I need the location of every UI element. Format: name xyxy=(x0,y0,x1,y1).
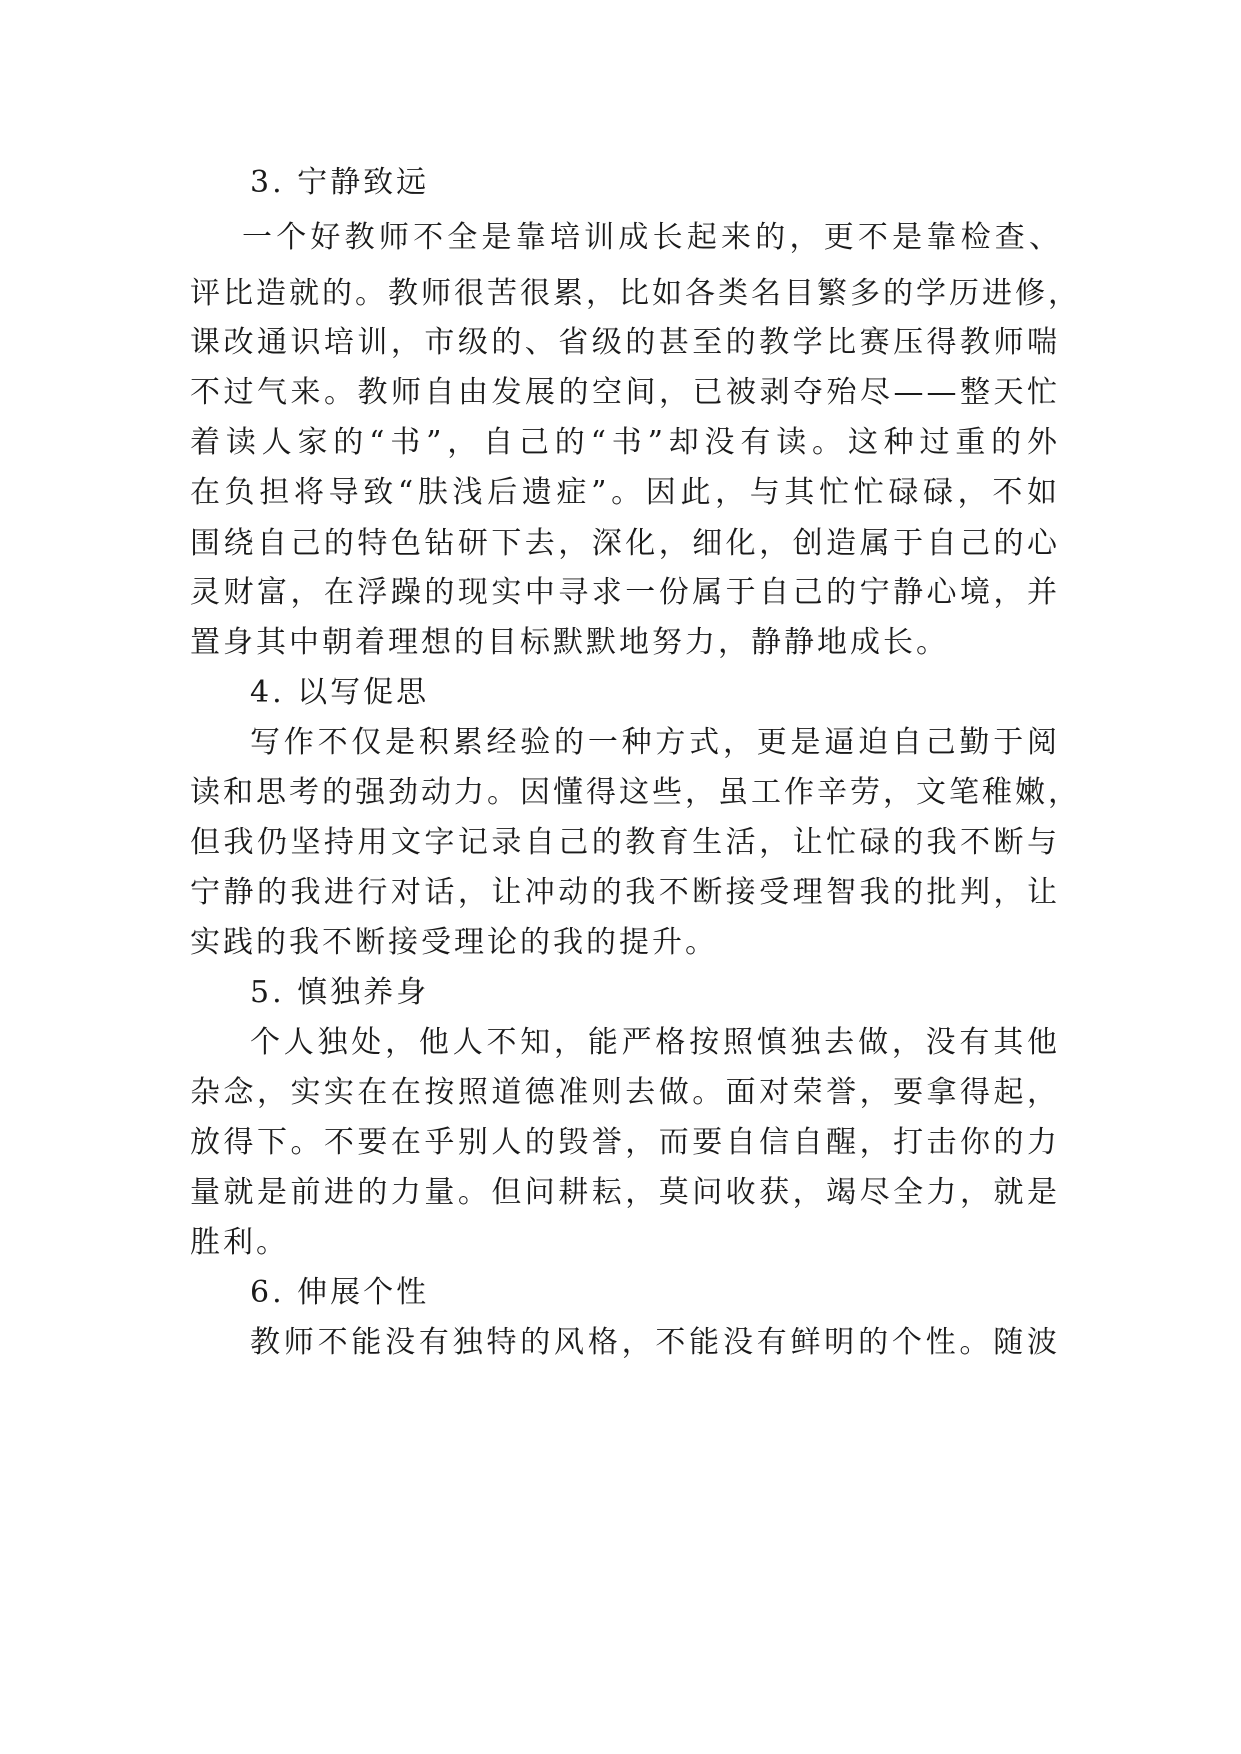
paragraph-line: 量就是前进的力量。但问耕耘，莫问收获，竭尽全力，就是 xyxy=(190,1175,1060,1210)
paragraph-line: 在负担将导致“肤浅后遗症”。因此，与其忙忙碌碌，不如 xyxy=(190,475,1060,510)
paragraph-line: 写作不仅是积累经验的一种方式，更是逼迫自己勤于阅 xyxy=(250,725,1060,760)
paragraph-line: 灵财富，在浮躁的现实中寻求一份属于自己的宁静心境，并 xyxy=(190,575,1060,610)
paragraph-line: 个人独处，他人不知，能严格按照慎独去做，没有其他 xyxy=(250,1025,1060,1060)
section-heading: 6. 伸展个性 xyxy=(250,1275,430,1310)
paragraph-line: 读和思考的强劲动力。因懂得这些，虽工作辛劳，文笔稚嫩， xyxy=(190,775,1081,810)
paragraph-line: 杂念，实实在在按照道德准则去做。面对荣誉，要拿得起， xyxy=(190,1075,1060,1110)
paragraph-line: 教师不能没有独特的风格，不能没有鲜明的个性。随波 xyxy=(250,1325,1060,1360)
paragraph-line: 但我仍坚持用文字记录自己的教育生活，让忙碌的我不断与 xyxy=(190,825,1060,860)
paragraph-line: 不过气来。教师自由发展的空间，已被剥夺殆尽——整天忙 xyxy=(190,375,1060,410)
paragraph-line: 一个好教师不全是靠培训成长起来的，更不是靠检查、 xyxy=(242,220,1062,255)
paragraph-line: 围绕自己的特色钻研下去，深化，细化，创造属于自己的心 xyxy=(190,526,1060,561)
paragraph-line: 置身其中朝着理想的目标默默地努力，静静地成长。 xyxy=(190,625,949,660)
paragraph-line: 放得下。不要在乎别人的毁誉，而要自信自醒，打击你的力 xyxy=(190,1125,1060,1160)
section-heading: 3. 宁静致远 xyxy=(250,165,430,200)
paragraph-line: 宁静的我进行对话，让冲动的我不断接受理智我的批判，让 xyxy=(190,875,1060,910)
paragraph-line: 胜利。 xyxy=(190,1225,289,1260)
section-heading: 5. 慎独养身 xyxy=(250,975,430,1010)
paragraph-line: 课改通识培训，市级的、省级的甚至的教学比赛压得教师喘 xyxy=(190,325,1060,360)
paragraph-line: 着读人家的“书”，自己的“书”却没有读。这种过重的外 xyxy=(190,425,1060,460)
paragraph-line: 实践的我不断接受理论的我的提升。 xyxy=(190,925,718,960)
section-heading: 4. 以写促思 xyxy=(250,675,430,710)
paragraph-line: 评比造就的。教师很苦很累，比如各类名目繁多的学历进修， xyxy=(190,276,1081,311)
